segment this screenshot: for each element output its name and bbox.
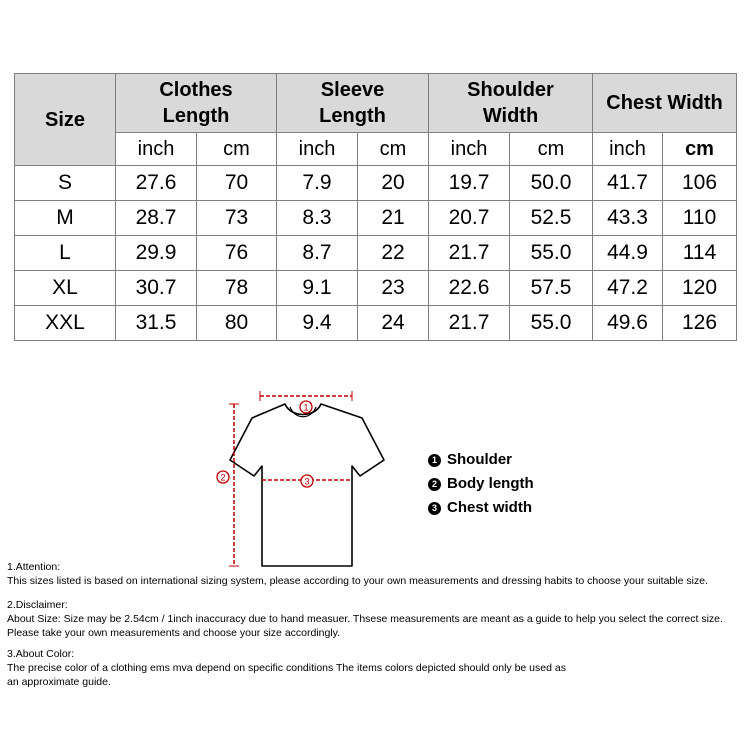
measurement-cell: 24 <box>358 306 429 341</box>
header-clothes-length: Clothes Length <box>116 74 277 133</box>
measurement-cell: 110 <box>663 201 737 236</box>
measurement-cell: 57.5 <box>510 271 593 306</box>
measurement-cell: 43.3 <box>593 201 663 236</box>
unit-header: inch <box>277 133 358 166</box>
measurement-cell: 31.5 <box>116 306 197 341</box>
measurement-cell: 126 <box>663 306 737 341</box>
measurement-cell: 76 <box>197 236 277 271</box>
measurement-cell: 20.7 <box>429 201 510 236</box>
svg-text:3: 3 <box>304 476 310 487</box>
measurement-cell: 52.5 <box>510 201 593 236</box>
unit-header: inch <box>116 133 197 166</box>
marker-3 <box>301 475 313 487</box>
tshirt-measurement-diagram <box>200 380 410 570</box>
header-chest-width: Chest Width <box>593 74 737 133</box>
attention-title: 1.Attention: <box>7 561 61 573</box>
table-row <box>15 166 737 201</box>
measurement-cell: 80 <box>197 306 277 341</box>
unit-header: cm <box>663 133 737 166</box>
measurement-cell: 22 <box>358 236 429 271</box>
legend-item-body-length: 2 Body length <box>428 475 534 492</box>
disclaimer-text: About Size: Size may be 2.54cm / 1inch inaccuracy due to hand measuer. Thsese measurements are meant as a guide to help you select the correct size. <box>7 613 723 625</box>
measurement-cell: 114 <box>663 236 737 271</box>
unit-header: cm <box>510 133 593 166</box>
measurement-cell: 8.7 <box>277 236 358 271</box>
disclaimer-title: 2.Disclaimer: <box>7 599 68 611</box>
size-label-cell: XXL <box>15 306 116 341</box>
measurement-cell: 120 <box>663 271 737 306</box>
measurement-cell: 41.7 <box>593 166 663 201</box>
size-label-cell: S <box>15 166 116 201</box>
measurement-cell: 106 <box>663 166 737 201</box>
measurement-cell: 73 <box>197 201 277 236</box>
measurement-cell: 50.0 <box>510 166 593 201</box>
measurement-cell: 8.3 <box>277 201 358 236</box>
unit-header: cm <box>197 133 277 166</box>
measurement-cell: 44.9 <box>593 236 663 271</box>
disclaimer-text: Please take your own measurements and choose your size accordingly. <box>7 627 341 639</box>
measurement-cell: 7.9 <box>277 166 358 201</box>
measurement-cell: 55.0 <box>510 236 593 271</box>
measurement-cell: 47.2 <box>593 271 663 306</box>
measurement-cell: 19.7 <box>429 166 510 201</box>
measurement-cell: 21 <box>358 201 429 236</box>
measurement-cell: 28.7 <box>116 201 197 236</box>
measurement-cell: 21.7 <box>429 236 510 271</box>
measurement-cell: 20 <box>358 166 429 201</box>
measurement-cell: 55.0 <box>510 306 593 341</box>
measurement-cell: 78 <box>197 271 277 306</box>
measurement-cell: 9.1 <box>277 271 358 306</box>
size-label-cell: L <box>15 236 116 271</box>
legend-item-shoulder: 1 Shoulder <box>428 451 512 468</box>
table-row <box>15 201 737 236</box>
unit-header: inch <box>429 133 510 166</box>
unit-header: inch <box>593 133 663 166</box>
svg-text:2: 2 <box>220 472 226 483</box>
measurement-cell: 22.6 <box>429 271 510 306</box>
marker-1 <box>300 401 312 413</box>
marker-2 <box>217 471 229 483</box>
measurement-cell: 21.7 <box>429 306 510 341</box>
table-row <box>15 271 737 306</box>
legend-number-icon: 1 <box>428 454 441 467</box>
measurement-cell: 49.6 <box>593 306 663 341</box>
size-label-cell: M <box>15 201 116 236</box>
header-shoulder-width: Shoulder Width <box>429 74 593 133</box>
size-chart-table <box>14 73 737 341</box>
color-text: The precise color of a clothing ems mva depend on specific conditions The items colors depicted should only be used as <box>7 662 566 674</box>
measurement-cell: 27.6 <box>116 166 197 201</box>
size-label-cell: XL <box>15 271 116 306</box>
measurement-cell: 23 <box>358 271 429 306</box>
svg-text:1: 1 <box>303 402 309 413</box>
color-text: an approximate guide. <box>7 676 111 688</box>
header-size: Size <box>15 74 116 166</box>
table-row <box>15 306 737 341</box>
legend-item-chest-width: 3 Chest width <box>428 499 532 516</box>
attention-text: This sizes listed is based on international sizing system, please according to your own measurements and dressing habits to choose your suitable size. <box>7 575 708 587</box>
legend-number-icon: 3 <box>428 502 441 515</box>
header-sleeve-length: Sleeve Length <box>277 74 429 133</box>
measurement-cell: 30.7 <box>116 271 197 306</box>
unit-header: cm <box>358 133 429 166</box>
color-title: 3.About Color: <box>7 648 75 660</box>
measurement-cell: 29.9 <box>116 236 197 271</box>
table-row <box>15 236 737 271</box>
legend-number-icon: 2 <box>428 478 441 491</box>
measurement-cell: 70 <box>197 166 277 201</box>
measurement-cell: 9.4 <box>277 306 358 341</box>
